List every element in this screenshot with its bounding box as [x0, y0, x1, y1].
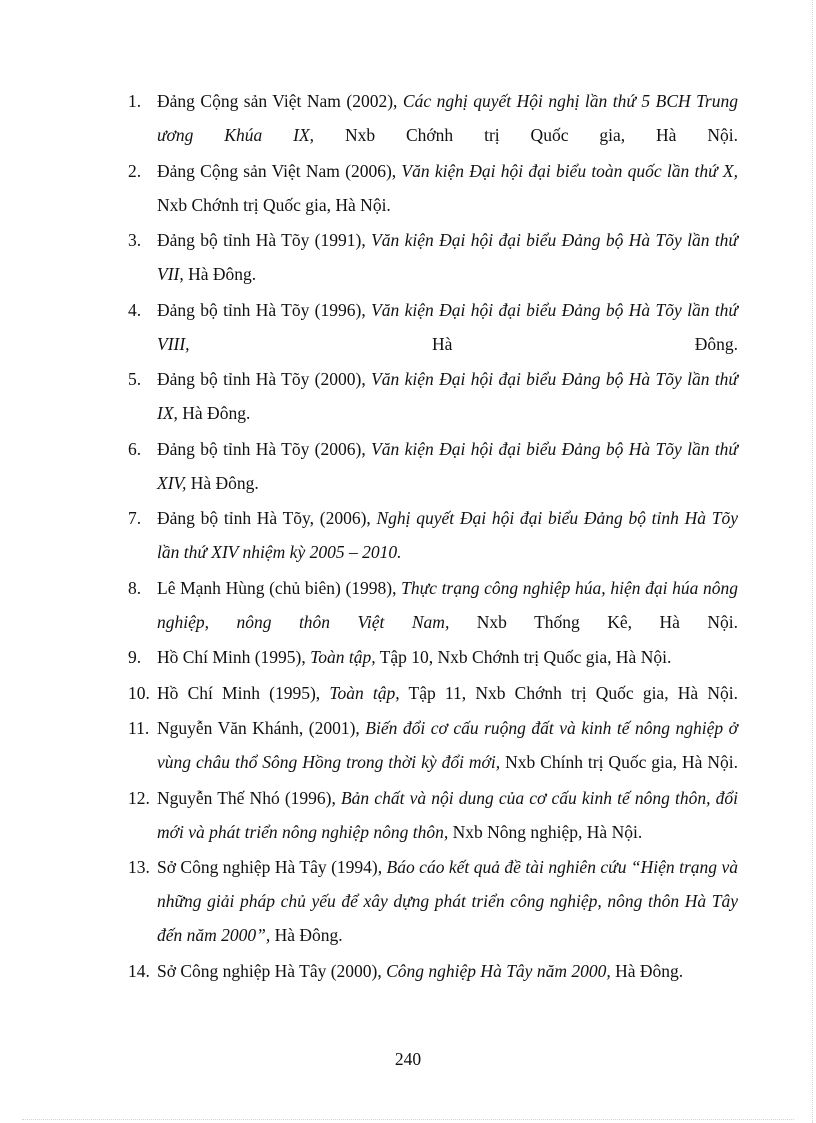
- reference-publisher: Nxb Chính trị Quốc gia, Hà Nội.: [500, 752, 739, 772]
- reference-item: [128, 781, 738, 849]
- reference-item: [128, 154, 738, 222]
- reference-author: Sở Công nghiệp Hà Tây (2000),: [157, 960, 387, 981]
- reference-item: [128, 571, 738, 639]
- reference-number: 5.: [128, 369, 142, 389]
- reference-number: 8.: [128, 577, 142, 598]
- reference-publisher: Hà Đông.: [189, 333, 738, 354]
- reference-author: Hồ Chí Minh (1995),: [157, 647, 311, 667]
- bottom-rule: [22, 1119, 794, 1120]
- reference-text: [157, 84, 738, 152]
- reference-title: Thực trạng công nghiệp húa, hiện đại húa nông nghiệp, nông thôn Việt Nam,: [157, 577, 738, 632]
- reference-item: [128, 362, 738, 430]
- reference-item: [128, 954, 738, 988]
- reference-title: Báo cáo kết quả đề tài nghiên cứu “Hiện trạng và những giải pháp chủ yếu để xây dựng phát triển công nghiệp, nông thôn Hà Tây đến năm 2000”,: [157, 857, 738, 945]
- reference-item: [128, 711, 738, 779]
- reference-publisher: Nxb Thống Kê, Hà Nội.: [449, 611, 739, 632]
- reference-number: 12.: [128, 787, 150, 808]
- reference-number: 3.: [128, 230, 142, 250]
- reference-text: [157, 154, 738, 222]
- reference-text: [157, 711, 738, 779]
- reference-item: [128, 84, 738, 152]
- reference-author: Đảng bộ tỉnh Hà Tõy (1991),: [157, 230, 372, 250]
- reference-author: Đảng bộ tỉnh Hà Tõy (2006),: [157, 438, 372, 459]
- reference-author: Hồ Chí Minh (1995),: [157, 682, 330, 703]
- reference-publisher: Tập 11, Nxb Chớnh trị Quốc gia, Hà Nội.: [399, 682, 738, 703]
- reference-text: [157, 432, 738, 500]
- reference-number: 9.: [128, 647, 142, 667]
- reference-publisher: Tập 10, Nxb Chớnh trị Quốc gia, Hà Nội.: [375, 647, 672, 667]
- reference-text: [157, 571, 738, 639]
- reference-author: Đảng bộ tỉnh Hà Tõy, (2006),: [157, 508, 377, 528]
- reference-text: [157, 223, 738, 291]
- reference-text: [157, 362, 738, 430]
- reference-item: [128, 293, 738, 361]
- reference-title: Toàn tập,: [329, 682, 400, 703]
- reference-number: 11.: [128, 718, 150, 738]
- reference-number: 4.: [128, 299, 142, 320]
- reference-title: Bản chất và nội dung của cơ cấu kinh tế nông thôn, đổi mới và phát triển nông nghiệp nông thôn,: [157, 787, 738, 842]
- reference-title: Toàn tập,: [310, 647, 376, 667]
- reference-publisher: Nxb Chớnh trị Quốc gia, Hà Nội.: [314, 125, 738, 145]
- reference-publisher: Hà Đông.: [186, 472, 259, 493]
- reference-number: 2.: [128, 160, 142, 181]
- reference-item: [128, 640, 738, 674]
- reference-text: [157, 640, 738, 674]
- reference-author: Đảng Cộng sản Việt Nam (2002),: [157, 91, 403, 111]
- reference-publisher: Nxb Nông nghiệp, Hà Nội.: [448, 821, 643, 842]
- reference-author: Nguyễn Văn Khánh, (2001),: [157, 718, 366, 738]
- reference-author: Sở Công nghiệp Hà Tây (1994),: [157, 857, 387, 877]
- reference-text: [157, 676, 738, 710]
- reference-number: 6.: [128, 438, 142, 459]
- reference-text: [157, 954, 738, 988]
- reference-title: Biến đổi cơ cấu ruộng đất và kinh tế nông nghiệp ở vùng châu thổ Sông Hồng trong thời kỳ đổi mới,: [157, 718, 738, 772]
- right-rule: [812, 0, 813, 1123]
- reference-title: Các nghị quyết Hội nghị lần thứ 5 BCH Trung ương Khúa IX,: [157, 91, 738, 145]
- reference-text: [157, 850, 738, 952]
- page-number: 240: [394, 1049, 422, 1069]
- reference-title: Văn kiện Đại hội đại biểu Đảng bộ Hà Tõy lần thứ XIV,: [157, 438, 738, 493]
- reference-author: Đảng bộ tỉnh Hà Tõy (1996),: [157, 299, 372, 320]
- reference-title: Công nghiệp Hà Tây năm 2000,: [386, 960, 611, 981]
- reference-number: 14.: [128, 960, 150, 981]
- reference-item: [128, 501, 738, 569]
- reference-publisher: Nxb Chớnh trị Quốc gia, Hà Nội.: [157, 194, 391, 215]
- reference-text: [157, 293, 738, 361]
- reference-number: 10.: [128, 682, 150, 703]
- reference-item: [128, 432, 738, 500]
- reference-publisher: Hà Đông.: [177, 403, 251, 423]
- reference-author: Đảng bộ tỉnh Hà Tõy (2000),: [157, 369, 372, 389]
- reference-item: [128, 676, 738, 710]
- reference-author: Lê Mạnh Hùng (chủ biên) (1998),: [157, 577, 402, 598]
- reference-number: 7.: [128, 508, 142, 528]
- reference-publisher: Hà Đông.: [270, 925, 343, 945]
- reference-title: Văn kiện Đại hội đại biểu toàn quốc lần thứ X,: [401, 160, 738, 181]
- reference-author: Nguyễn Thế Nhó (1996),: [157, 787, 341, 808]
- reference-item: [128, 223, 738, 291]
- reference-number: 1.: [128, 91, 142, 111]
- reference-title: Văn kiện Đại hội đại biểu Đảng bộ Hà Tõy lần thứ VIII,: [157, 299, 738, 354]
- reference-list: [128, 84, 738, 989]
- reference-item: [128, 850, 738, 952]
- reference-author: Đảng Cộng sản Việt Nam (2006),: [157, 160, 402, 181]
- reference-publisher: Hà Đông.: [610, 960, 684, 981]
- reference-publisher: Hà Đông.: [183, 264, 257, 284]
- reference-title: Văn kiện Đại hội đại biểu Đảng bộ Hà Tõy lần thứ IX,: [157, 369, 738, 423]
- reference-title: Nghị quyết Đại hội đại biểu Đảng bộ tỉnh Hà Tõy lần thứ XIV nhiệm kỳ 2005 – 2010.: [157, 508, 738, 562]
- reference-text: [157, 781, 738, 849]
- reference-title: Văn kiện Đại hội đại biểu Đảng bộ Hà Tõy lần thứ VII,: [157, 230, 738, 284]
- reference-number: 13.: [128, 857, 150, 877]
- reference-text: [157, 501, 738, 569]
